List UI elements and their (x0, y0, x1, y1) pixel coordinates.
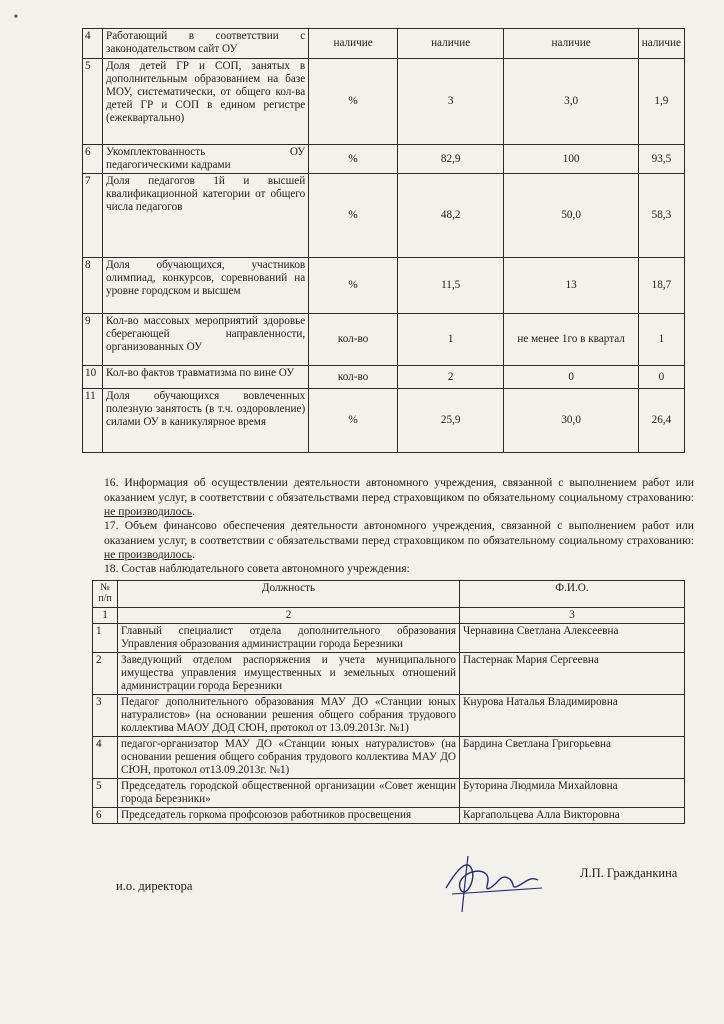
board-row-position: педагог-организатор МАУ ДО «Станции юных натуралистов» (на основании решения общего собрания трудового коллектива МАУ ДО СЮН, протокол от13.09.2013г. №1) (118, 737, 460, 779)
kpi-table (82, 28, 685, 453)
kpi-row-value-1: 82,9 (397, 145, 504, 174)
kpi-row-name: Доля обучающихся вовлеченных полезную занятость (в т.ч. оздоровление) силами ОУ в каникулярное время (102, 389, 308, 453)
kpi-row-value-3: 1,9 (638, 59, 684, 145)
kpi-row-value-2: 50,0 (504, 174, 638, 258)
board-row-num: 3 (93, 695, 118, 737)
board-row (93, 624, 685, 653)
kpi-row-value-3: 0 (638, 366, 684, 389)
kpi-row-name: Укомплектованность ОУ педагогическими кадрами (102, 145, 308, 174)
index-1: 1 (93, 608, 118, 624)
kpi-row-name: Доля обучающихся, участников олимпиад, конкурсов, соревнований на уровне городском и высшем (102, 258, 308, 314)
section-17-text: 17. Объем финансово обеспечения деятельности автономного учреждения, связанной с выполнением работ или оказанием услуг, в соответствии с обязательствами перед страховщиком по обязательному социальному страхованию: (104, 519, 694, 547)
kpi-row-num: 7 (83, 174, 103, 258)
kpi-row-value-3: 93,5 (638, 145, 684, 174)
kpi-row-num: 6 (83, 145, 103, 174)
kpi-row-name: Доля педагогов 1й и высшей квалификационной категории от общего числа педагогов (102, 174, 308, 258)
kpi-row-name: Доля детей ГР и СОП, занятых в дополнительным образованием на базе МОУ, систематически, от общего кол-ва детей ГР и СОП в едином регистре (ежеквартально) (102, 59, 308, 145)
board-row-name: Каргапольцева Алла Викторовна (460, 808, 685, 824)
board-row-position: Главный специалист отдела дополнительного образования Управления образования администрации города Березники (118, 624, 460, 653)
kpi-row-unit: % (309, 174, 398, 258)
kpi-row (83, 59, 685, 145)
kpi-row-value-1: 3 (397, 59, 504, 145)
board-row-num: 6 (93, 808, 118, 824)
kpi-row (83, 389, 685, 453)
kpi-row-value-1: 25,9 (397, 389, 504, 453)
board-row-num: 5 (93, 779, 118, 808)
kpi-row-num: 5 (83, 59, 103, 145)
index-2: 2 (118, 608, 460, 624)
kpi-row-value-1: 11,5 (397, 258, 504, 314)
board-row (93, 653, 685, 695)
section-16: 16. Информация об осуществлении деятельности автономного учреждения, связанной с выполнением работ или оказанием услуг, в соответствии с обязательствами перед страховщиком по обязательному социальному страхованию: не производилось. (104, 476, 694, 518)
board-row (93, 695, 685, 737)
kpi-row-value-2: 30,0 (504, 389, 638, 453)
kpi-row-unit: наличие (309, 29, 398, 59)
board-row-position: Председатель городской общественной организации «Совет женщин города Березники» (118, 779, 460, 808)
kpi-row-name: Работающий в соответствии с законодательством сайт ОУ (102, 29, 308, 59)
board-row (93, 808, 685, 824)
kpi-row-value-1: 1 (397, 314, 504, 366)
kpi-row-value-2: не менее 1го в квартал (504, 314, 638, 366)
kpi-row-unit: % (309, 258, 398, 314)
signature-title: и.о. директора (116, 879, 193, 893)
kpi-row (83, 29, 685, 59)
header-num: № п/п (93, 581, 118, 608)
board-row-position: Педагог дополнительного образования МАУ ДО «Станции юных натуралистов» (на основании решения общего собрания трудового коллектива МАОУ ДОД СЮН, протокол от 13.09.2013г. №1) (118, 695, 460, 737)
board-header-row (93, 581, 685, 608)
kpi-row-value-3: наличие (638, 29, 684, 59)
kpi-row-num: 9 (83, 314, 103, 366)
board-row-name: Буторина Людмила Михайловна (460, 779, 685, 808)
kpi-row-value-2: 100 (504, 145, 638, 174)
board-row-name: Чернавина Светлана Алексеевна (460, 624, 685, 653)
kpi-row-name: Кол-во массовых мероприятий здоровье сберегающей направленности, организованных ОУ (102, 314, 308, 366)
kpi-row (83, 314, 685, 366)
kpi-row-value-2: 0 (504, 366, 638, 389)
section-17-answer: не производилось (104, 548, 193, 561)
kpi-row-unit: % (309, 59, 398, 145)
kpi-row-value-2: 13 (504, 258, 638, 314)
kpi-row-value-3: 1 (638, 314, 684, 366)
kpi-row-value-2: 3,0 (504, 59, 638, 145)
board-row-name: Бардина Светлана Григорьевна (460, 737, 685, 779)
header-name: Ф.И.О. (460, 581, 685, 608)
kpi-row (83, 366, 685, 389)
board-table (92, 580, 685, 824)
board-row (93, 779, 685, 808)
section-16-text: 16. Информация об осуществлении деятельности автономного учреждения, связанной с выполнением работ или оказанием услуг, в соответствии с обязательствами перед страховщиком по обязательному социальному страхованию: (104, 476, 694, 504)
board-row-position: Заведующий отделом распоряжения и учета муниципального имущества управления имущественных и земельных отношений администрации города Березники (118, 653, 460, 695)
handwritten-signature (438, 848, 548, 918)
kpi-row (83, 145, 685, 174)
kpi-row-unit: кол-во (309, 366, 398, 389)
kpi-row-num: 4 (83, 29, 103, 59)
index-3: 3 (460, 608, 685, 624)
scan-mark: ■ (14, 14, 18, 20)
kpi-row-name: Кол-во фактов травматизма по вине ОУ (102, 366, 308, 389)
kpi-row-value-1: 2 (397, 366, 504, 389)
kpi-row (83, 174, 685, 258)
board-row-name: Пастернак Мария Сергеевна (460, 653, 685, 695)
board-row-name: Кнурова Наталья Владимировна (460, 695, 685, 737)
kpi-row (83, 258, 685, 314)
board-row-num: 2 (93, 653, 118, 695)
section-16-answer: не производилось (104, 505, 193, 518)
kpi-row-num: 8 (83, 258, 103, 314)
kpi-row-unit: % (309, 389, 398, 453)
section-18 (104, 562, 694, 577)
kpi-row-unit: % (309, 145, 398, 174)
section-18-text: 18. Состав наблюдательного совета автономного учреждения: (104, 562, 410, 575)
board-row-position: Председатель горкома профсоюзов работников просвещения (118, 808, 460, 824)
kpi-row-value-3: 58,3 (638, 174, 684, 258)
kpi-row-num: 11 (83, 389, 103, 453)
board-row-num: 1 (93, 624, 118, 653)
board-row-num: 4 (93, 737, 118, 779)
kpi-row-value-2: наличие (504, 29, 638, 59)
board-row (93, 737, 685, 779)
board-index-row (93, 608, 685, 624)
section-17: 17. Объем финансово обеспечения деятельности автономного учреждения, связанной с выполнением работ или оказанием услуг, в соответствии с обязательствами перед страховщиком по обязательному социальному страхованию: не производилось. (104, 519, 694, 561)
kpi-row-value-1: наличие (397, 29, 504, 59)
kpi-row-value-3: 26,4 (638, 389, 684, 453)
kpi-row-unit: кол-во (309, 314, 398, 366)
kpi-row-value-3: 18,7 (638, 258, 684, 314)
signature-name: Л.П. Гражданкина (580, 866, 678, 880)
kpi-row-num: 10 (83, 366, 103, 389)
header-position: Должность (118, 581, 460, 608)
kpi-row-value-1: 48,2 (397, 174, 504, 258)
